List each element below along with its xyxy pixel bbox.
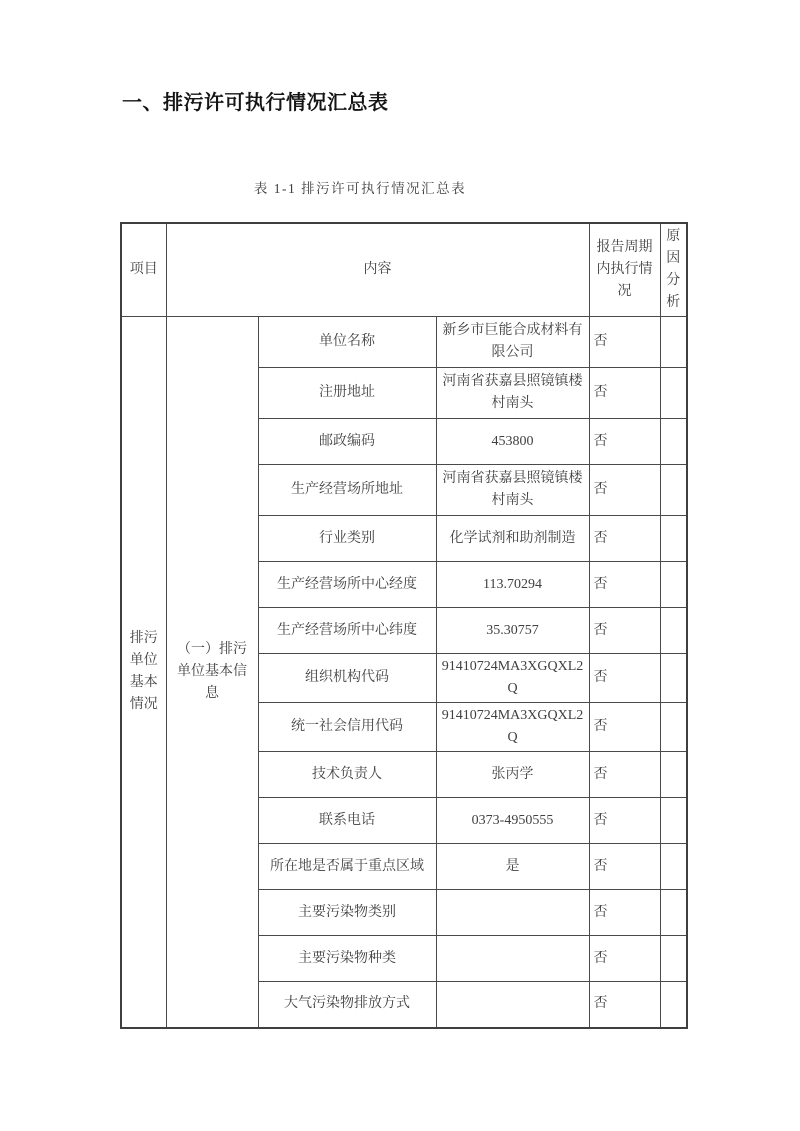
row-value: 0373-4950555 (436, 798, 589, 844)
row-reason (660, 752, 687, 798)
section-heading: 一、排污许可执行情况汇总表 (122, 92, 389, 114)
header-reason: 原因分析 (660, 223, 687, 317)
row-status: 否 (589, 936, 660, 982)
row-label: 注册地址 (258, 368, 436, 419)
row-status: 否 (589, 368, 660, 419)
row-label: 所在地是否属于重点区域 (258, 844, 436, 890)
header-status: 报告周期内执行情况 (589, 223, 660, 317)
row-status: 否 (589, 317, 660, 368)
row-status: 否 (589, 419, 660, 465)
row-reason (660, 419, 687, 465)
row-label: 统一社会信用代码 (258, 703, 436, 752)
row-status: 否 (589, 982, 660, 1028)
header-content: 内容 (166, 223, 589, 317)
row-value: 化学试剂和助剂制造 (436, 516, 589, 562)
row-label: 生产经营场所中心经度 (258, 562, 436, 608)
row-reason (660, 982, 687, 1028)
row-reason (660, 844, 687, 890)
row-value: 河南省获嘉县照镜镇楼村南头 (436, 465, 589, 516)
row-label: 技术负责人 (258, 752, 436, 798)
row-label: 行业类别 (258, 516, 436, 562)
row-reason (660, 562, 687, 608)
table-row (121, 317, 687, 368)
row-status: 否 (589, 844, 660, 890)
row-label: 邮政编码 (258, 419, 436, 465)
table-caption: 表 1-1 排污许可执行情况汇总表 (253, 181, 467, 196)
table-header-row (121, 223, 687, 317)
row-reason (660, 368, 687, 419)
row-value: 河南省获嘉县照镜镇楼村南头 (436, 368, 589, 419)
row-status: 否 (589, 465, 660, 516)
row-value: 91410724MA3XGQXL2Q (436, 703, 589, 752)
row-status: 否 (589, 703, 660, 752)
row-value: 91410724MA3XGQXL2Q (436, 654, 589, 703)
row-label: 组织机构代码 (258, 654, 436, 703)
row-value (436, 936, 589, 982)
row-status: 否 (589, 798, 660, 844)
row-reason (660, 516, 687, 562)
row-value: 35.30757 (436, 608, 589, 654)
row-status: 否 (589, 562, 660, 608)
row-label: 联系电话 (258, 798, 436, 844)
row-reason (660, 654, 687, 703)
row-value: 113.70294 (436, 562, 589, 608)
row-status: 否 (589, 608, 660, 654)
row-reason (660, 317, 687, 368)
group-sub-cell: （一）排污单位基本信息 (166, 317, 258, 1028)
row-status: 否 (589, 752, 660, 798)
row-label: 主要污染物类别 (258, 890, 436, 936)
row-reason (660, 608, 687, 654)
row-label: 生产经营场所中心纬度 (258, 608, 436, 654)
row-status: 否 (589, 890, 660, 936)
row-label: 生产经营场所地址 (258, 465, 436, 516)
row-reason (660, 936, 687, 982)
row-reason (660, 703, 687, 752)
row-label: 单位名称 (258, 317, 436, 368)
row-status: 否 (589, 516, 660, 562)
row-reason (660, 798, 687, 844)
row-label: 大气污染物排放方式 (258, 982, 436, 1028)
group-item-cell: 排污单位基本情况 (121, 317, 166, 1028)
header-item: 项目 (121, 223, 166, 317)
row-value: 453800 (436, 419, 589, 465)
row-reason (660, 465, 687, 516)
row-value (436, 890, 589, 936)
row-value: 张丙学 (436, 752, 589, 798)
row-value (436, 982, 589, 1028)
row-reason (660, 890, 687, 936)
row-value: 新乡市巨能合成材料有限公司 (436, 317, 589, 368)
row-value: 是 (436, 844, 589, 890)
row-label: 主要污染物种类 (258, 936, 436, 982)
permit-summary-table (120, 222, 688, 1029)
row-status: 否 (589, 654, 660, 703)
